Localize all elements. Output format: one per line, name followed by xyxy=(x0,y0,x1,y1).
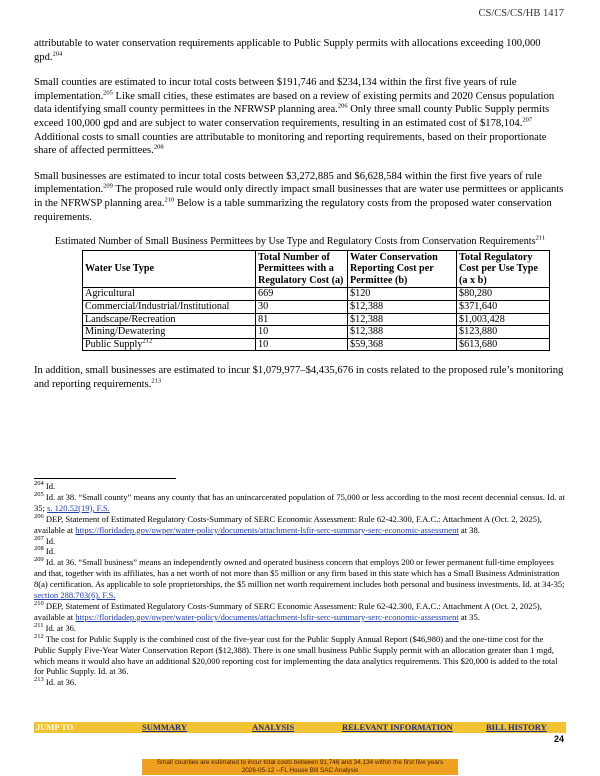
footnote-ref[interactable]: 210 xyxy=(164,196,175,204)
footnote-ref[interactable]: 205 xyxy=(103,89,113,97)
regulatory-cost-table xyxy=(82,250,550,352)
cell-total-cost: $371,640 xyxy=(457,301,550,314)
footnote-ref[interactable]: 212 xyxy=(142,337,153,345)
cell-use-type: Agricultural xyxy=(83,288,256,301)
dep-document-link[interactable]: https://floridadep.gov/owper/water-policy/documents/attachment-lsfir-serc-summary-serc-economic-assessment xyxy=(75,524,459,535)
footnote-211: $^{211}$ Id. at 36. xyxy=(34,621,77,633)
table-row xyxy=(83,326,550,339)
table-row xyxy=(83,313,550,326)
footnote-divider xyxy=(34,478,176,479)
cell-total-cost: $123,880 xyxy=(457,326,550,339)
footnote-208: $^{208}$ Id. xyxy=(34,545,56,557)
nav-link-analysis[interactable]: ANALYSIS xyxy=(252,722,295,732)
header-total-number: Total Number of Permittees with a Regulatory Cost (a) xyxy=(256,250,348,288)
jump-to-label: JUMP TO xyxy=(36,722,74,732)
dep-document-link[interactable]: https://floridadep.gov/owper/water-policy/documents/attachment-lsfir-serc-summary-serc-economic-assessment xyxy=(75,611,459,622)
cell-use-type: Mining/Dewatering xyxy=(83,326,256,339)
footnote-ref[interactable]: 204 xyxy=(52,50,63,58)
cell-reporting-cost: $12,388 xyxy=(348,326,457,339)
cell-reporting-cost: $12,388 xyxy=(348,313,457,326)
footnote-ref[interactable]: 209 xyxy=(103,182,113,190)
table-row xyxy=(83,301,550,314)
paragraph-monitoring-costs: In addition, small businesses are estimated to incur $1,079,977–$4,435,676 in costs related to the proposed rule’s monitoring and reporting requirements.$^{213}$ xyxy=(34,365,564,390)
header-total-cost: Total Regulatory Cost per Use Type (a x b) xyxy=(457,250,550,288)
nav-link-summary[interactable]: SUMMARY xyxy=(142,722,188,732)
statute-link[interactable]: section 288.703(6), F.S. xyxy=(34,590,116,601)
footnotes xyxy=(34,481,566,688)
paragraph-small-businesses: Small businesses are estimated to incur total costs between $3,272,885 and $6,628,584 within the first five years of rule implementation.$^{209}$ The proposed rule would only directly impact small businesses that are water use permittees or applicants in the NFRWSP planning area.$^{210}$ Below is a table summarizing the regulatory costs from the proposed water conservation requirements. xyxy=(34,170,564,223)
footnote-210: $^{210}$ DEP, Statement of Estimated Regulatory Costs-Summary of SERC Economic Assessment: Rule 62-42.300, F.A.C.: Attachment A (Oct. 2, 2025), available at https://floridadep.gov/owper/water-policy/documents/attachment-lsfir-serc-summary-serc-economic-assessment at 35. xyxy=(34,600,542,622)
nav-link-relevant-information[interactable]: RELEVANT INFORMATION xyxy=(342,722,453,732)
table-row xyxy=(83,288,550,301)
cell-use-type: Commercial/Industrial/Institutional xyxy=(83,301,256,314)
footnote-212: $^{212}$ The cost for Public Supply is the combined cost of the five-year cost for the Public Supply Annual Report ($46,980) and the one-time cost for the Public Supply Five-Year Water Conservation Report ($12,388). There is one small business Public Supply permit with an allocation greater than 1 mgd, which means it would also have an additional $20,000 reporting cost for implementing the data analytics requirements. This $20,000 is added to the total for Public Supply. Id. at 36. xyxy=(34,632,558,677)
body-content xyxy=(34,37,566,404)
footnote-213: $^{213}$ Id. at 36. xyxy=(34,676,77,688)
cell-total-number: 10 xyxy=(256,338,348,351)
footnote-ref[interactable]: 211 xyxy=(535,234,546,242)
footnote-209: $^{209}$ Id. at 36. “Small business” means an independently owned and operated business concern that employs 200 or fewer permanent full-time employees and that, together with its affiliates, has a net worth of not more than $5 million or any firm based in this state which has a Small Business Administration 8(a) certification. As applicable to sole proprietorships, the $5 million net worth requirement includes both personal and business investments. Id. at 34-35; section 288.703(6), F.S. xyxy=(34,556,565,601)
document-id: CS/CS/CS/HB 1417 xyxy=(478,8,564,19)
cell-use-type: Public Supply$^{212}$ xyxy=(83,338,256,351)
footnote-205: $^{205}$ Id. at 38. “Small county” means any county that has an unincarcerated population of 75,000 or less according to the most recent decennial census. Id. at 35; s. 120.52(19), F.S. xyxy=(34,491,565,513)
stamp-line-1: Small counties are estimated to incur total costs between 91,746 and 34,134 within the first five years xyxy=(156,759,444,766)
nav-link-bill-history[interactable]: BILL HISTORY xyxy=(486,722,547,732)
header-reporting-cost: Water Conservation Reporting Cost per Permittee (b) xyxy=(348,250,457,288)
cell-reporting-cost: $12,388 xyxy=(348,301,457,314)
page-number: 24 xyxy=(553,734,564,744)
footnote-206: $^{206}$ DEP, Statement of Estimated Regulatory Costs-Summary of SERC Economic Assessment: Rule 62-42.300, F.A.C.: Attachment A (Oct. 2, 2025), available at https://floridadep.gov/owper/water-policy/documents/attachment-lsfir-serc-summary-serc-economic-assessment at 38. xyxy=(34,512,542,535)
table-caption: Estimated Number of Small Business Permittees by Use Type and Regulatory Costs from Conservation Requirements$^{211}$ xyxy=(54,234,546,248)
table-header-row xyxy=(83,250,550,288)
cell-total-number: 81 xyxy=(256,313,348,326)
cell-use-type: Landscape/Recreation xyxy=(83,313,256,326)
footnote-ref[interactable]: 213 xyxy=(151,377,162,385)
cell-reporting-cost: $59,368 xyxy=(348,338,457,351)
stamp-line-2: 2026-05-12 --FL House Bill SAC Analysis xyxy=(241,766,359,774)
analysis-stamp xyxy=(142,759,458,775)
cell-total-cost: $80,280 xyxy=(457,288,550,301)
footnote-ref[interactable]: 206 xyxy=(337,102,348,110)
cell-total-cost: $613,680 xyxy=(457,338,550,351)
cell-total-number: 10 xyxy=(256,326,348,339)
paragraph-small-counties: Small counties are estimated to incur total costs between $191,746 and $234,134 within the first five years of rule implementation.$^{205}$ Like small cities, these estimates are based on a review of existing permits and 2020 Census population data identifying small county permittees in the NFRWSP planning area.$^{206}$ Only three small county Public Supply permits exceed 100,000 gpd and are subject to water conservation requirements, resulting in an estimated cost of $178,104.$^{207}$ Additional costs to small counties are attributable to monitoring and reporting requirements, based on their proportionate share of affected permittees.$^{208}$ xyxy=(34,77,555,157)
cell-total-number: 30 xyxy=(256,301,348,314)
footnote-ref[interactable]: 207 xyxy=(522,116,533,124)
paragraph-continuation: attributable to water conservation requirements applicable to Public Supply permits with allocations exceeding 100,000 gpd.$^{204}$ xyxy=(34,38,541,63)
cell-total-number: 669 xyxy=(256,288,348,301)
footnote-207: $^{207}$ Id. xyxy=(34,534,56,546)
cell-total-cost: $1,003,428 xyxy=(457,313,550,326)
footnote-ref[interactable]: 208 xyxy=(153,143,164,151)
footnote-204: $^{204}$ Id. xyxy=(34,480,56,491)
jump-to-navbar xyxy=(34,722,566,733)
cell-reporting-cost: $120 xyxy=(348,288,457,301)
table-row xyxy=(83,338,550,351)
header-water-use-type: Water Use Type xyxy=(83,250,256,288)
statute-link[interactable]: s. 120.52(19), F.S. xyxy=(47,502,110,513)
